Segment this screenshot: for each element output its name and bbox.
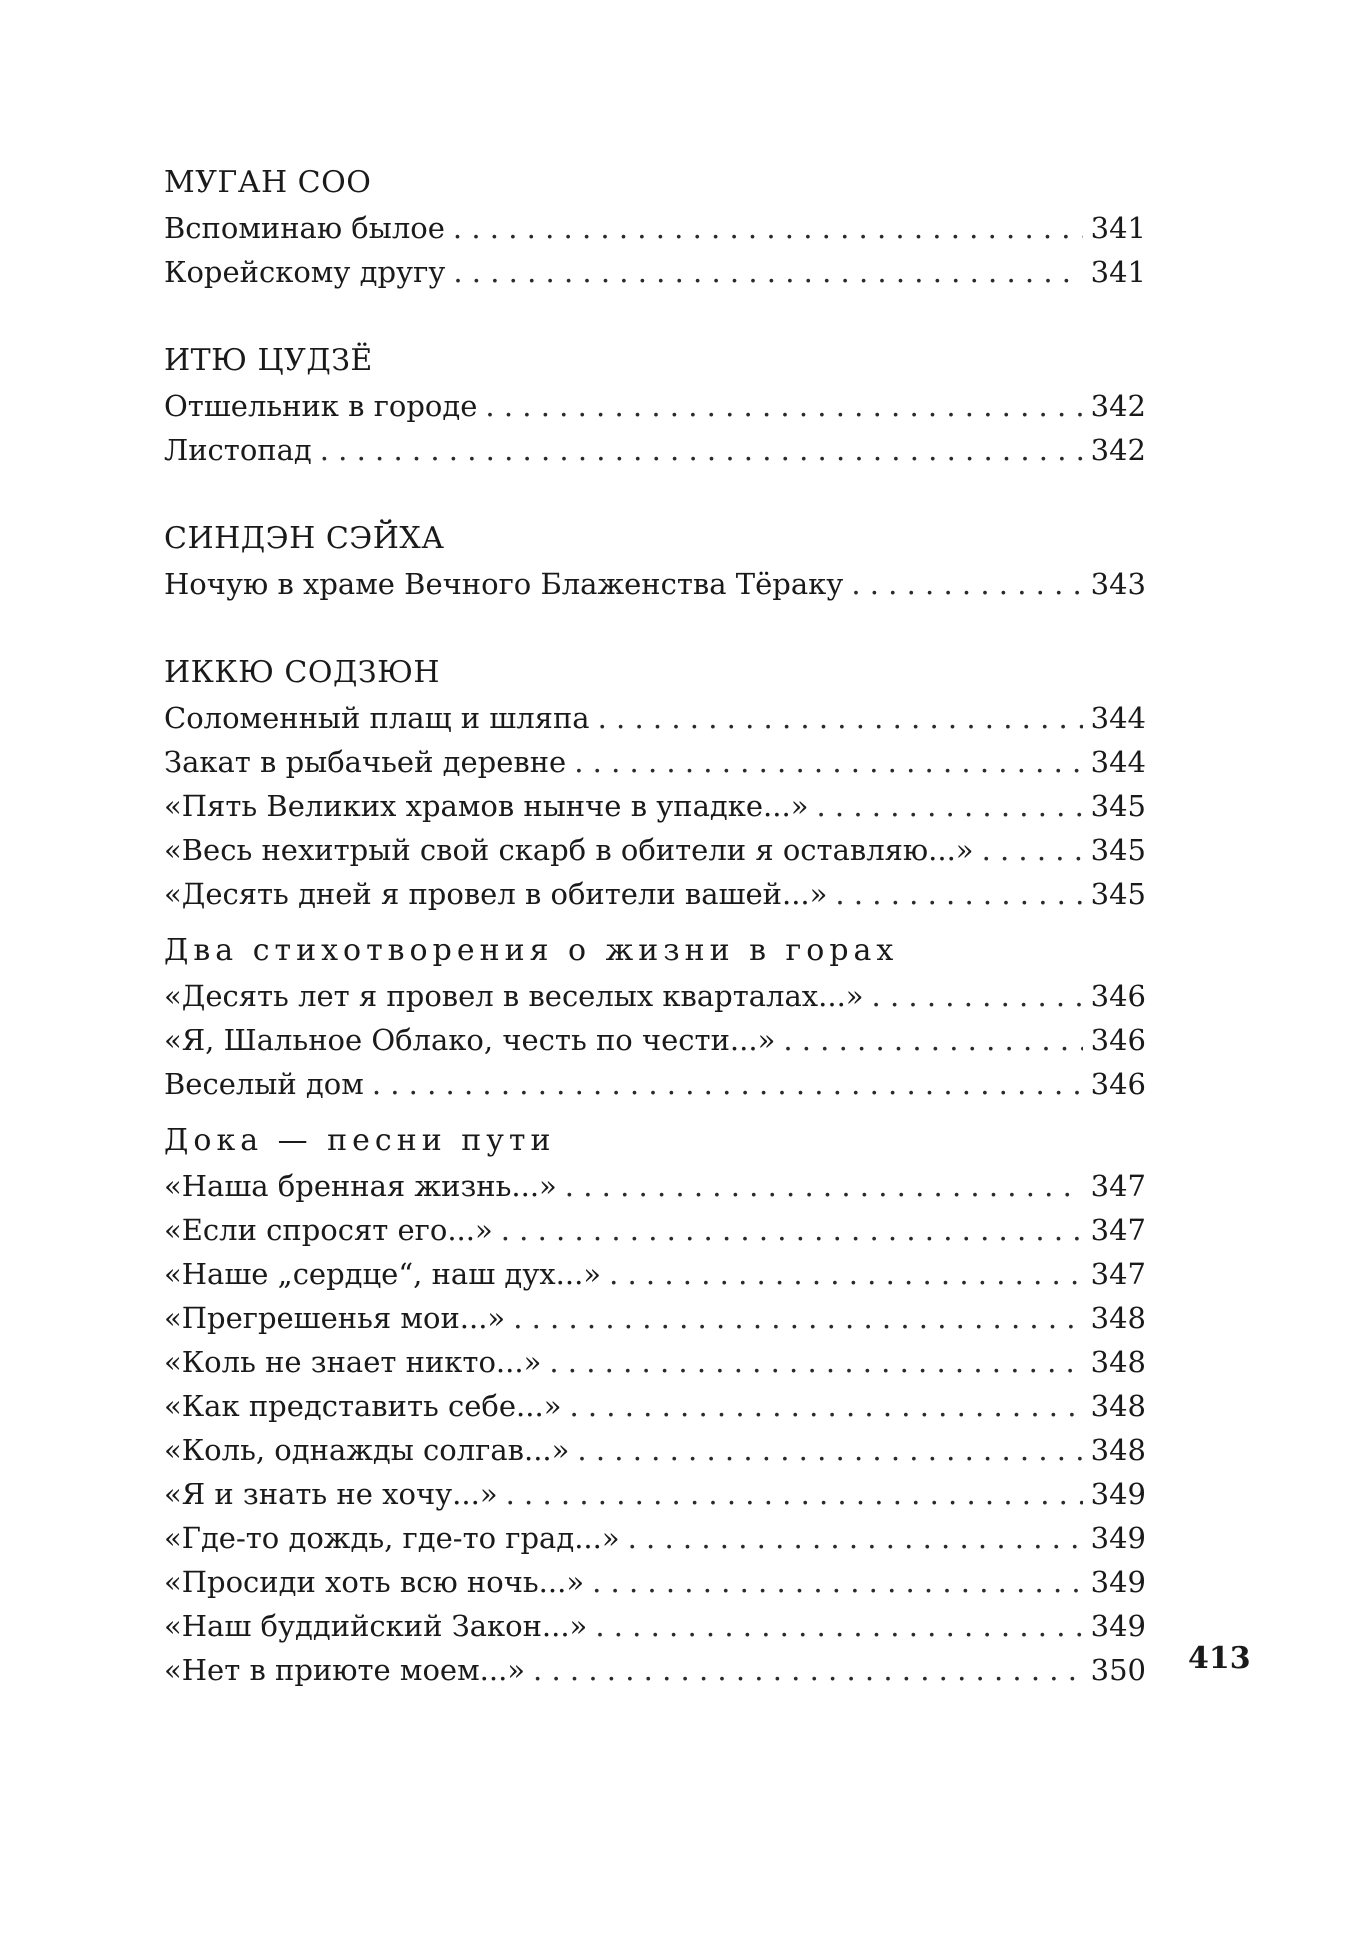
entry-page-number: 348	[1090, 1389, 1146, 1423]
entry-page-number: 343	[1090, 567, 1146, 601]
entry-page-number: 346	[1090, 979, 1146, 1013]
entry-title: «Пять Великих храмов нынче в упадке...»	[164, 789, 809, 823]
toc-entry	[164, 1164, 1146, 1208]
dot-leader	[872, 974, 1083, 1018]
entry-page-number: 341	[1090, 255, 1146, 289]
entry-page-number: 342	[1090, 389, 1146, 423]
entry-page-number: 345	[1090, 877, 1146, 911]
dot-leader	[609, 1252, 1083, 1296]
entry-title: «Как представить себе...»	[164, 1389, 562, 1423]
toc-entry	[164, 1018, 1146, 1062]
entry-page-number: 347	[1090, 1257, 1146, 1291]
dot-leader	[533, 1648, 1083, 1692]
entry-title: «Просиди хоть всю ночь...»	[164, 1565, 585, 1599]
entry-title: Корейскому другу	[164, 255, 446, 289]
dot-leader	[513, 1296, 1082, 1340]
author-heading: ИТЮ ЦУДЗЁ	[164, 343, 373, 378]
dot-leader	[549, 1340, 1082, 1384]
entry-title: Листопад	[164, 433, 312, 467]
entry-title: «Весь нехитрый свой скарб в обители я оставляю...»	[164, 833, 974, 867]
entry-title: «Я и знать не хочу...»	[164, 1477, 498, 1511]
entry-title: «Десять лет я провел в веселых кварталах...»	[164, 979, 864, 1013]
toc-entry	[164, 1516, 1146, 1560]
dot-leader	[565, 1164, 1083, 1208]
page-number: 413	[1188, 1641, 1251, 1676]
dot-leader	[320, 428, 1083, 472]
entry-title: Закат в рыбачьей деревне	[164, 745, 567, 779]
toc-entry	[164, 206, 1146, 250]
entry-title: «Наш буддийский Закон...»	[164, 1609, 588, 1643]
toc-entry	[164, 872, 1146, 916]
toc-entry	[164, 974, 1146, 1018]
dot-leader	[592, 1560, 1083, 1604]
entry-title: Веселый дом	[164, 1067, 364, 1101]
entry-page-number: 349	[1090, 1565, 1146, 1599]
entry-page-number: 341	[1090, 211, 1146, 245]
dot-leader	[501, 1208, 1083, 1252]
dot-leader	[783, 1018, 1082, 1062]
entry-title: «Десять дней я провел в обители вашей...»	[164, 877, 828, 911]
entry-page-number: 347	[1090, 1213, 1146, 1247]
toc-entry	[164, 250, 1146, 294]
toc-entry	[164, 1472, 1146, 1516]
dot-leader	[569, 1384, 1082, 1428]
entry-title: Соломенный плащ и шляпа	[164, 701, 590, 735]
entry-page-number: 342	[1090, 433, 1146, 467]
author-heading: ИККЮ СОДЗЮН	[164, 655, 441, 690]
dot-leader	[453, 206, 1083, 250]
toc-entry	[164, 1252, 1146, 1296]
entry-page-number: 345	[1090, 833, 1146, 867]
dot-leader	[595, 1604, 1082, 1648]
toc-entry	[164, 740, 1146, 784]
toc-entry	[164, 1340, 1146, 1384]
entry-page-number: 345	[1090, 789, 1146, 823]
dot-leader	[851, 562, 1082, 606]
entry-page-number: 348	[1090, 1301, 1146, 1335]
entry-title: «Наша бренная жизнь...»	[164, 1169, 557, 1203]
dot-leader	[506, 1472, 1083, 1516]
toc-entry	[164, 1296, 1146, 1340]
entry-page-number: 344	[1090, 745, 1146, 779]
subsection-heading: Два стихотворения о жизни в горах	[164, 933, 899, 968]
toc-entry	[164, 696, 1146, 740]
toc-entry	[164, 562, 1146, 606]
author-heading: СИНДЭН СЭЙХА	[164, 521, 445, 556]
entry-title: «Прегрешенья мои...»	[164, 1301, 506, 1335]
entry-title: «Коль, однажды солгав...»	[164, 1433, 570, 1467]
dot-leader	[628, 1516, 1083, 1560]
table-of-contents	[164, 160, 1146, 1692]
entry-title: Вспоминаю былое	[164, 211, 445, 245]
toc-entry	[164, 1384, 1146, 1428]
toc-entry	[164, 1604, 1146, 1648]
entry-page-number: 349	[1090, 1609, 1146, 1643]
dot-leader	[598, 696, 1083, 740]
entry-page-number: 348	[1090, 1433, 1146, 1467]
dot-leader	[816, 784, 1082, 828]
toc-entry	[164, 384, 1146, 428]
subsection-heading: Дока — песни пути	[164, 1123, 556, 1158]
entry-title: «Нет в приюте моем...»	[164, 1653, 526, 1687]
entry-title: Ночую в храме Вечного Блаженства Тёраку	[164, 567, 844, 601]
dot-leader	[835, 872, 1082, 916]
entry-title: «Если спросят его...»	[164, 1213, 493, 1247]
entry-title: «Наше „сердце“, наш дух...»	[164, 1257, 602, 1291]
toc-entry	[164, 1208, 1146, 1252]
entry-title: «Я, Шальное Облако, честь по чести...»	[164, 1023, 776, 1057]
toc-entry	[164, 428, 1146, 472]
entry-page-number: 346	[1090, 1067, 1146, 1101]
entry-page-number: 344	[1090, 701, 1146, 735]
toc-entry	[164, 1428, 1146, 1472]
dot-leader	[372, 1062, 1083, 1106]
entry-page-number: 346	[1090, 1023, 1146, 1057]
entry-page-number: 350	[1090, 1653, 1146, 1687]
entry-page-number: 347	[1090, 1169, 1146, 1203]
toc-entry	[164, 1560, 1146, 1604]
entry-page-number: 349	[1090, 1477, 1146, 1511]
toc-entry	[164, 828, 1146, 872]
entry-page-number: 348	[1090, 1345, 1146, 1379]
dot-leader	[453, 250, 1082, 294]
entry-page-number: 349	[1090, 1521, 1146, 1555]
dot-leader	[485, 384, 1082, 428]
dot-leader	[577, 1428, 1082, 1472]
dot-leader	[574, 740, 1082, 784]
toc-entry	[164, 784, 1146, 828]
toc-entry	[164, 1062, 1146, 1106]
toc-entry	[164, 1648, 1146, 1692]
dot-leader	[982, 828, 1083, 872]
entry-title: «Где-то дождь, где-то град...»	[164, 1521, 620, 1555]
entry-title: Отшельник в городе	[164, 389, 478, 423]
entry-title: «Коль не знает никто...»	[164, 1345, 542, 1379]
author-heading: МУГАН СОО	[164, 165, 372, 200]
